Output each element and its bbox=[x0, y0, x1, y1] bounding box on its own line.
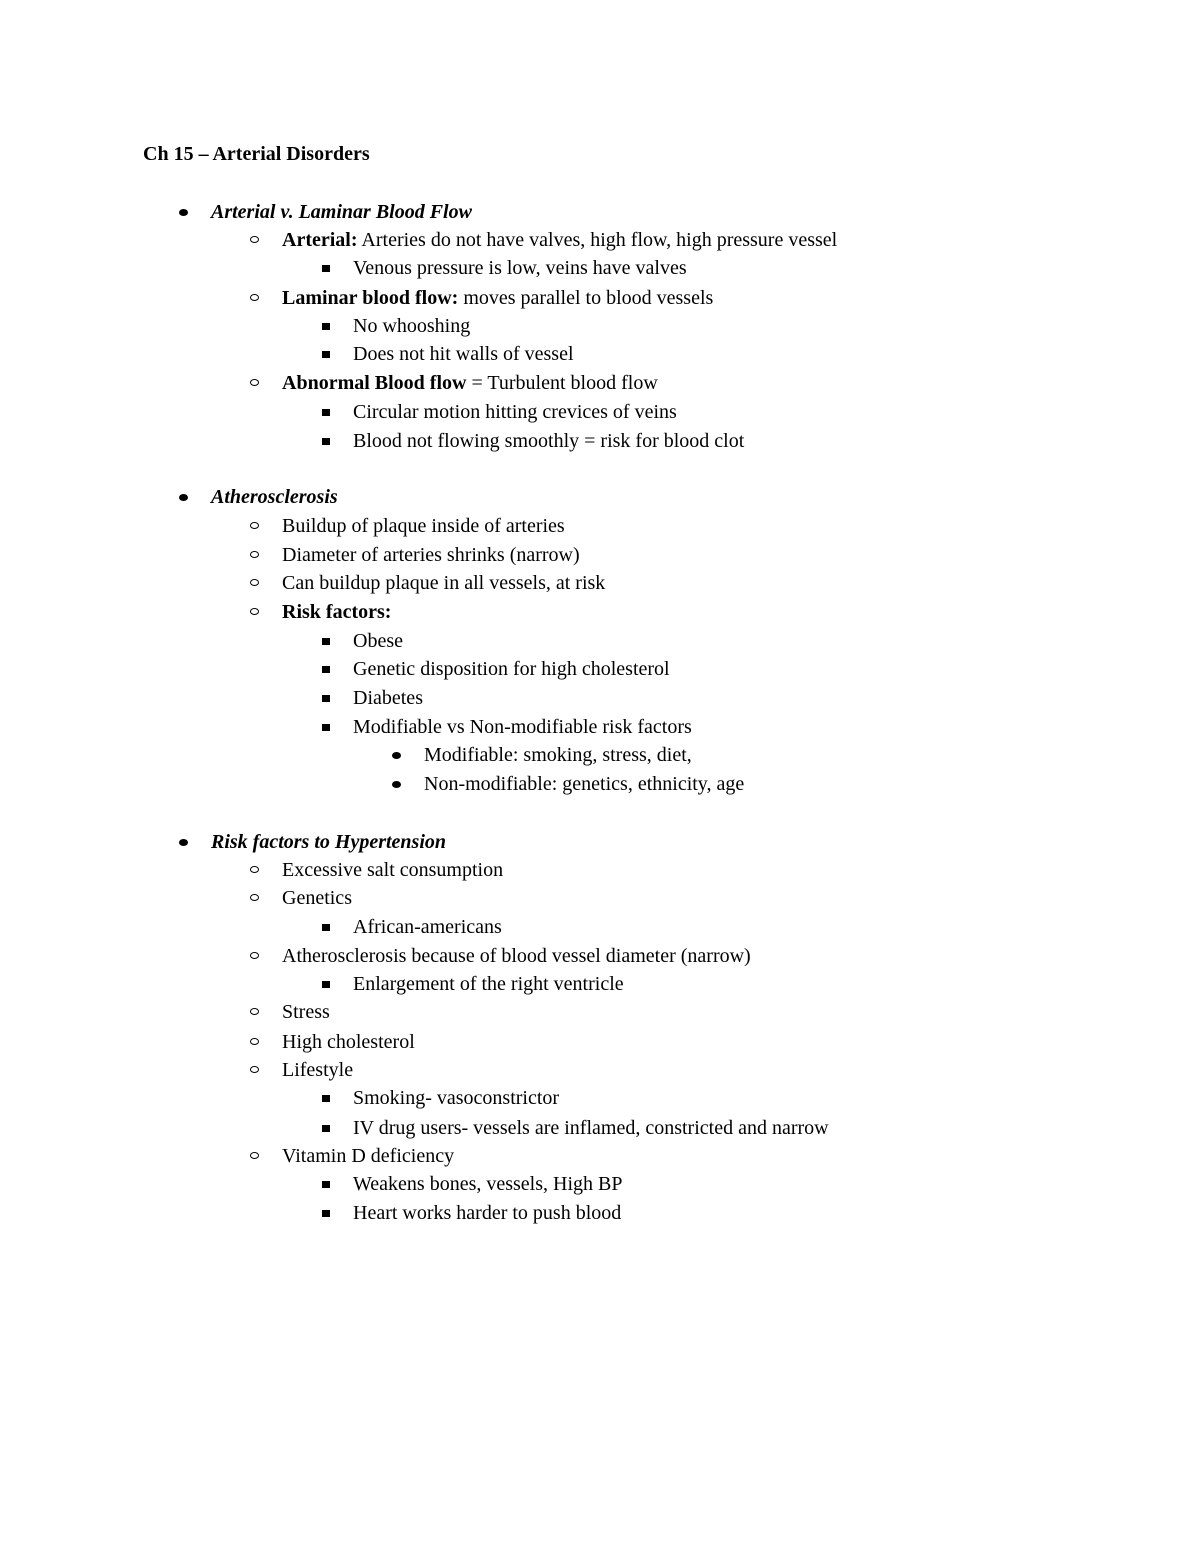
bullet-square-icon bbox=[322, 981, 330, 988]
bullet-disc-icon bbox=[179, 494, 188, 501]
bullet-square-icon bbox=[322, 265, 330, 272]
bullet-circle-icon bbox=[250, 379, 259, 386]
bullet-circle-icon bbox=[250, 579, 259, 586]
bullet-square-icon bbox=[322, 1125, 330, 1132]
bullet-square-icon bbox=[322, 438, 330, 445]
bullet-circle-icon bbox=[250, 894, 259, 901]
bullet-disc-icon bbox=[392, 781, 401, 788]
bullet-square-icon bbox=[322, 666, 330, 673]
bullet-square-icon bbox=[322, 1095, 330, 1102]
page-title: Ch 15 – Arterial Disorders bbox=[143, 143, 370, 165]
bullet-disc-icon bbox=[392, 752, 401, 759]
bullet-circle-icon bbox=[250, 1152, 259, 1159]
bullet-square-icon bbox=[322, 1210, 330, 1217]
bullet-square-icon bbox=[322, 724, 330, 731]
bullet-circle-icon bbox=[250, 608, 259, 615]
bullet-square-icon bbox=[322, 409, 330, 416]
bullet-square-icon bbox=[322, 695, 330, 702]
bullet-square-icon bbox=[322, 351, 330, 358]
bullet-square-icon bbox=[322, 1181, 330, 1188]
bullet-disc-icon bbox=[179, 839, 188, 846]
document-page: Ch 15 – Arterial Disorders Arterial v. Laminar Blood Flow Arterial: Arteries do not have valves, high flow, high pressure vessel Venous pressure is low, veins have valves Laminar blood flow: moves parallel to blood vessels No whooshing Does not hit walls of vessel Abnormal Blood flow = Turbulent blood flow Circular motion hitting crevices of veins Blood not flowing smoothly = risk for blood clot Atherosclerosis Buildup of plaque inside of arteries Diameter of arteries shrinks (narrow) Can buildup plaque in all vessels, at risk Risk factors: Obese Genetic disposition for high cholesterol Diabetes Modifiable vs Non-modifiable risk factors Modifiable: smoking, stress, diet, Non-modifiable: genetics, ethnicity, age Risk factors to Hypertension Excessive salt consumption Genetics African-americans Atherosclerosis because of blood vessel diameter (narrow) Enlargement of the right ventricle Stress High cholesterol Lifestyle Smoking- vasoconstrictor IV drug users- vessels are inflamed, constricted and narrow Vitamin D deficiency Weakens bones, vessels, High BP Heart works harder to push blood bbox=[0, 0, 1200, 1553]
bullet-circle-icon bbox=[250, 952, 259, 959]
bullet-circle-icon bbox=[250, 551, 259, 558]
bullet-square-icon bbox=[322, 323, 330, 330]
bullet-square-icon bbox=[322, 638, 330, 645]
bullet-circle-icon bbox=[250, 1038, 259, 1045]
bullet-circle-icon bbox=[250, 522, 259, 529]
bullet-circle-icon bbox=[250, 1008, 259, 1015]
bullet-circle-icon bbox=[250, 1066, 259, 1073]
bullet-circle-icon bbox=[250, 294, 259, 301]
bullet-disc-icon bbox=[179, 209, 188, 216]
bullet-square-icon bbox=[322, 924, 330, 931]
bullet-circle-icon bbox=[250, 866, 259, 873]
bullet-circle-icon bbox=[250, 236, 259, 243]
